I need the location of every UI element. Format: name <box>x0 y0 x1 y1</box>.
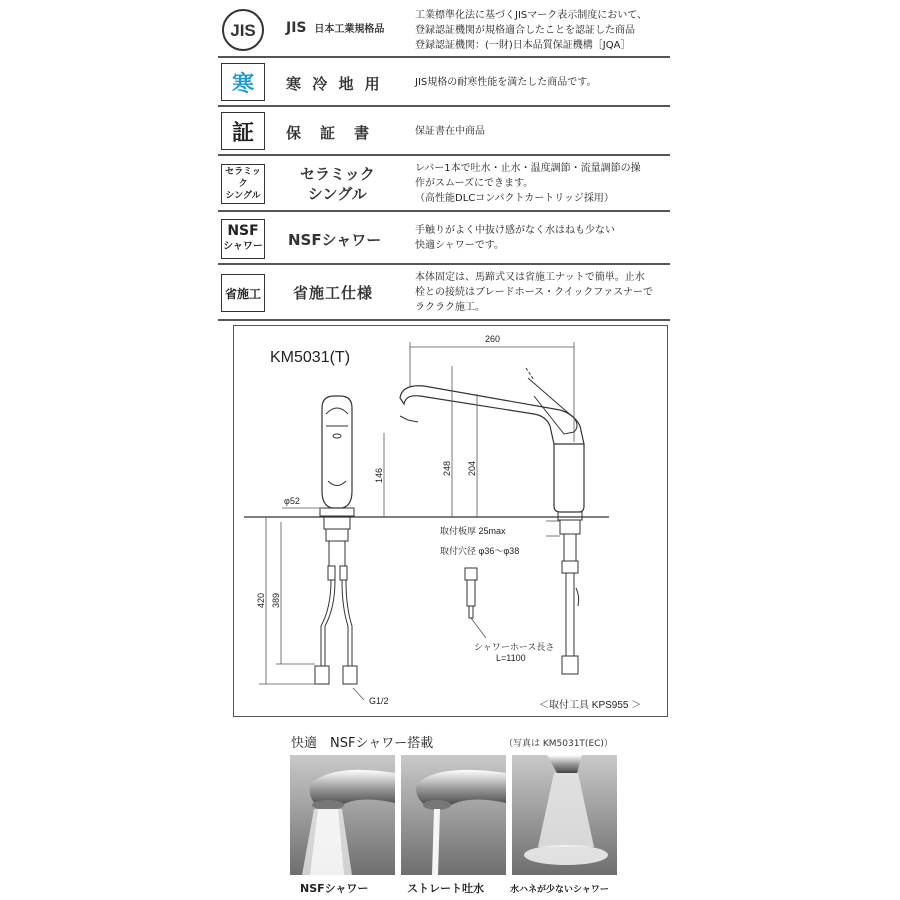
feature-name: JIS 日本工業規格品 <box>286 20 385 36</box>
cold-region-icon: 寒 <box>221 63 265 101</box>
feature-row-jis <box>218 0 670 58</box>
hose-length-title: シャワーホース長さ <box>474 642 555 652</box>
photo-note: （写真は KM5031T(EC)） <box>504 739 613 749</box>
hose-length-value: L=1100 <box>496 653 526 663</box>
feature-desc: 本体固定は、馬蹄式又は省施工ナットで簡単。止水 栓との接続はブレードホース・クイックファスナーで ラクラク施工。 <box>415 272 653 313</box>
feature-name: セラミック シングル <box>300 165 375 203</box>
photo-low-splash <box>512 755 617 875</box>
feature-name: NSFシャワー <box>288 231 382 249</box>
nsf-shower-image <box>290 755 395 875</box>
feature-desc: 保証書在中商品 <box>415 126 485 137</box>
feature-desc: 手触りがよく中抜け感がなく水はねも少ない 快適シャワーです。 <box>415 225 615 251</box>
dim-204-label: 204 <box>467 460 477 476</box>
jis-mark-icon <box>221 8 265 52</box>
dim-248-label: 248 <box>442 460 452 476</box>
faucet-drawing-svg <box>234 326 669 718</box>
photo-label-straight: ストレート吐水 <box>407 882 484 895</box>
mount-thickness-label: 取付板厚 25max <box>440 526 506 536</box>
mount-hole-label: 取付穴径 φ36～φ38 <box>440 546 520 556</box>
dimension-drawing <box>233 325 668 717</box>
feature-name: 省施工仕様 <box>293 284 374 302</box>
photo-label-nsf: NSFシャワー <box>300 882 369 895</box>
front-view-faucet <box>315 396 357 684</box>
dim-389-label: 389 <box>271 592 281 608</box>
feature-table <box>218 0 670 321</box>
photo-label-low-splash: 水ハネが少ないシャワー <box>510 885 609 895</box>
warranty-icon: 証 <box>221 112 265 150</box>
feature-row-cold <box>218 58 670 107</box>
feature-name-small: 日本工業規格品 <box>314 24 385 35</box>
feature-desc: レバー1本で吐水・止水・温度調節・流量調節の操 作がスムーズにできます。 （高性能DLCコンパクトカートリッジ採用） <box>415 163 641 204</box>
feature-row-nsf <box>218 212 670 265</box>
easy-install-icon: 省施工 <box>221 274 265 312</box>
feature-row-warranty <box>218 107 670 156</box>
photo-caption: 快適 NSFシャワー搭載 <box>291 736 434 751</box>
feature-row-install <box>218 265 670 321</box>
dim-width-label: 260 <box>485 334 501 344</box>
feature-desc: 工業標準化法に基づくJISマーク表示制度において、 登録認証機関が規格適合したことを認証した商品 登録認証機関：(一財)日本品質保証機構［JQA］ <box>415 10 648 51</box>
feature-row-ceramic <box>218 156 670 212</box>
dim-phi52-label: φ52 <box>284 496 300 506</box>
photo-nsf-shower <box>290 755 395 875</box>
ceramic-single-icon: セラミック シングル <box>221 164 265 204</box>
dim-146-label: 146 <box>374 467 384 483</box>
thread-label: G1/2 <box>369 696 389 706</box>
svg-text:JIS: JIS <box>230 21 256 40</box>
model-number: KM5031(T) <box>270 349 351 366</box>
feature-desc: JIS規格の耐寒性能を満たした商品です。 <box>415 77 597 88</box>
photo-straight-spout <box>401 755 506 875</box>
feature-name: 保 証 書 <box>286 124 372 142</box>
dim-420-label: 420 <box>256 592 266 608</box>
feature-name: 寒 冷 地 用 <box>286 75 383 93</box>
straight-spout-image <box>401 755 506 875</box>
hose-fitting <box>465 568 477 618</box>
low-splash-image <box>512 755 617 875</box>
nsf-shower-icon: NSF シャワー <box>221 219 265 259</box>
tool-label: ＜取付工具 KPS955 ＞ <box>539 700 642 711</box>
